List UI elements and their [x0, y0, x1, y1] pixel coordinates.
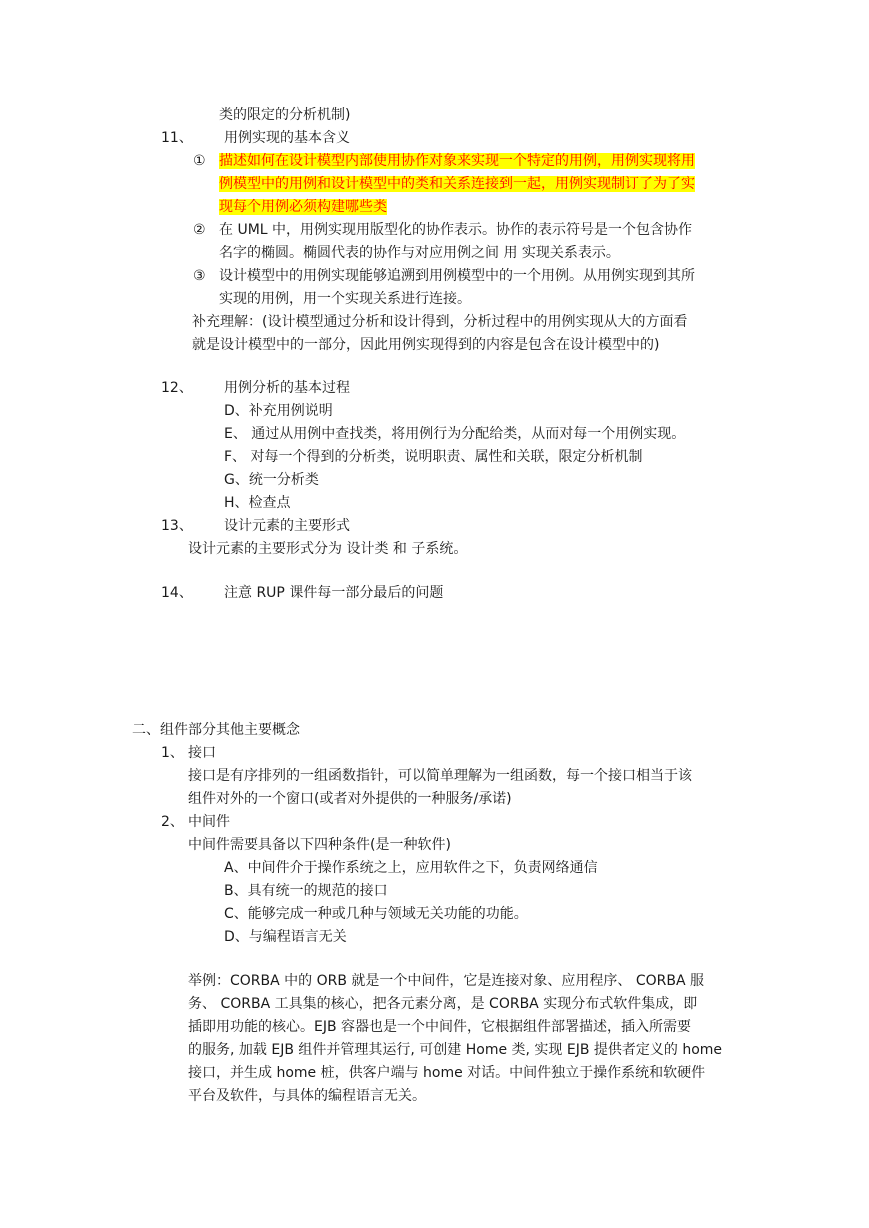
- highlighted-text-line: [219, 196, 387, 218]
- list-item: C、能够完成一种或几种与领域无关功能的功能。: [224, 906, 528, 922]
- section-heading: 二、组件部分其他主要概念: [132, 722, 300, 738]
- item-title: 中间件: [188, 814, 230, 830]
- item-number: 2、: [161, 814, 184, 830]
- list-item: D、与编程语言无关: [224, 929, 347, 945]
- text-line: 就是设计模型中的一部分，因此用例实现得到的内容是包含在设计模型中的): [192, 337, 660, 353]
- list-item: A、中间件介于操作系统之上，应用软件之下，负责网络通信: [224, 860, 598, 876]
- item-title: 接口: [188, 745, 216, 761]
- highlighted-text-line: [219, 173, 695, 195]
- item-title: 用例实现的基本含义: [224, 130, 350, 146]
- text-line: 举例：CORBA 中的 ORB 就是一个中间件，它是连接对象、应用程序、 CORBA 服: [188, 973, 705, 989]
- list-item: H、检查点: [224, 495, 291, 511]
- item-number: 13、: [161, 518, 193, 534]
- item-number: 1、: [161, 745, 184, 761]
- circled-number: ①: [193, 153, 206, 169]
- text-line: 的服务, 加载 EJB 组件并管理其运行, 可创建 Home 类, 实现 EJB 提供者定义的 home: [188, 1042, 723, 1058]
- circled-number: ③: [193, 268, 206, 284]
- list-item: B、具有统一的规范的接口: [224, 883, 388, 899]
- item-title: 注意 RUP 课件每一部分最后的问题: [224, 585, 444, 601]
- text-line: 补充理解：(设计模型通过分析和设计得到，分析过程中的用例实现从大的方面看: [192, 314, 688, 330]
- list-item: E、 通过从用例中查找类，将用例行为分配给类，从而对每一个用例实现。: [224, 426, 686, 442]
- text-line: 实现的用例，用一个实现关系进行连接。: [219, 291, 471, 307]
- highlighted-text-line: [219, 150, 695, 172]
- list-item: F、 对每一个得到的分析类，说明职责、属性和关联，限定分析机制: [224, 449, 643, 465]
- text-line: 接口是有序排列的一组函数指针，可以简单理解为一组函数，每一个接口相当于该: [188, 768, 692, 784]
- list-item: G、统一分析类: [224, 472, 319, 488]
- text-line: 务、 CORBA 工具集的核心，把各元素分离，是 CORBA 实现分布式软件集成，即: [188, 996, 698, 1012]
- highlight: 现每个用例必须构建哪些类: [219, 199, 387, 215]
- text-line: 在 UML 中，用例实现用版型化的协作表示。协作的表示符号是一个包含协作: [219, 222, 693, 238]
- list-item: D、补充用例说明: [224, 403, 333, 419]
- text-line: 设计元素的主要形式分为 设计类 和 子系统。: [188, 541, 468, 557]
- item-title: 设计元素的主要形式: [224, 518, 350, 534]
- text-line: 平台及软件，与具体的编程语言无关。: [188, 1088, 426, 1104]
- text-line: 接口，并生成 home 桩，供客户端与 home 对话。中间件独立于操作系统和软硬件: [188, 1065, 706, 1081]
- item-title: 用例分析的基本过程: [224, 380, 350, 396]
- text-line: 名字的椭圆。椭圆代表的协作与对应用例之间 用 实现关系表示。: [219, 245, 620, 261]
- item-number: 14、: [161, 585, 193, 601]
- text-line: 中间件需要具备以下四种条件(是一种软件): [188, 837, 451, 853]
- item-number: 12、: [161, 380, 193, 396]
- item-number: 11、: [161, 130, 193, 146]
- highlight: 例模型中的用例和设计模型中的类和关系连接到一起，用例实现制订了为了实: [219, 176, 695, 192]
- circled-number: ②: [193, 222, 206, 238]
- text-line: 组件对外的一个窗口(或者对外提供的一种服务/承诺): [188, 791, 512, 807]
- text-line: 设计模型中的用例实现能够追溯到用例模型中的一个用例。从用例实现到其所: [219, 268, 695, 284]
- continuation-line: 类的限定的分析机制): [219, 107, 351, 123]
- text-line: 插即用功能的核心。EJB 容器也是一个中间件，它根据组件部署描述，插入所需要: [188, 1019, 692, 1035]
- highlight: 描述如何在设计模型内部使用协作对象来实现一个特定的用例，用例实现将用: [219, 153, 695, 169]
